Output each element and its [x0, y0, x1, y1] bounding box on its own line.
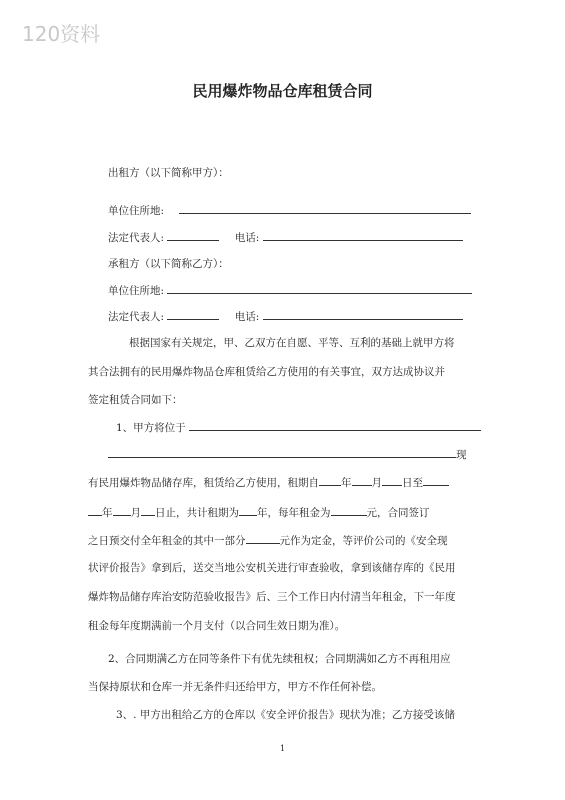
intro-line-1: 根据国家有关规定，甲、乙双方在自愿、平等、互利的基础上就甲方将: [129, 337, 455, 349]
lessee-rep-row: [108, 309, 463, 324]
lessor-address-row: [108, 203, 471, 218]
month-char: 月: [130, 507, 141, 519]
clause2-line-2: 当保持原状和仓库一并无条件归还给甲方，甲方不作任何补偿。: [88, 681, 382, 693]
clause2-line-1: 2、合同期满乙方在同等条件下有优先续租权；合同期满如乙方不再租用应: [108, 653, 451, 665]
clause1-start: 1、甲方将位于: [116, 422, 186, 434]
lease-start-text: 有民用爆炸物品储存库，租赁给乙方使用，租期自: [88, 477, 319, 489]
end-month-field[interactable]: [113, 505, 131, 516]
clause1-line-5: [88, 533, 448, 548]
page-number: 1: [279, 744, 286, 753]
lessor-rep-field[interactable]: [167, 230, 219, 241]
address-label: 单位住所地:: [108, 205, 165, 217]
annual-rent-field[interactable]: [331, 505, 367, 516]
clause3-line-1: 3、. 甲方出租给乙方的仓库以《安全评价报告》现状为准；乙方接受该储: [116, 709, 455, 721]
lessor-heading: 出租方（以下简称甲方）：: [108, 167, 229, 179]
start-year-field[interactable]: [319, 475, 341, 486]
phone-label: 电话:: [234, 232, 260, 244]
xian-char: 现: [456, 449, 467, 461]
lessee-phone-field[interactable]: [263, 309, 463, 320]
start-day-field[interactable]: [382, 475, 402, 486]
watermark: 120资料: [22, 22, 101, 46]
lessor-rep-row: [108, 230, 463, 245]
clause1-line-3: [88, 475, 449, 490]
end-day-field[interactable]: [141, 505, 155, 516]
intro-line-3: 签定租赁合同如下：: [88, 394, 183, 406]
lessee-heading: 承租方（以下简称乙方）：: [108, 258, 229, 270]
end-year-field[interactable]: [423, 475, 449, 486]
clause1-line-8: 租金每年度期满前一个月支付（以合同生效日期为准）。: [88, 620, 346, 632]
deposit-rest-text: 元作为定金，等评价公司的《安全现: [279, 535, 448, 547]
clause1-line-4: [88, 505, 430, 520]
location-field[interactable]: [189, 420, 481, 431]
term-text: 日止，共计租期为: [155, 507, 239, 519]
end-year-field-cont[interactable]: [88, 505, 102, 516]
address-label: 单位住所地:: [108, 285, 165, 297]
clause1-line-1: [116, 420, 481, 435]
phone-label: 电话:: [234, 311, 260, 323]
clause1-line-6: 状评价报告》拿到后，送交当地公安机关进行审查验收，拿到该储存库的《民用: [88, 562, 456, 574]
deposit-field[interactable]: [246, 533, 280, 544]
rep-label: 法定代表人:: [108, 311, 165, 323]
clause1-line-7: 爆炸物品储存库治安防范验收报告》后、三个工作日内付清当年租金，下一年度: [88, 591, 456, 603]
lessee-address-field[interactable]: [167, 283, 472, 294]
lessor-phone-field[interactable]: [263, 230, 463, 241]
start-month-field[interactable]: [352, 475, 372, 486]
term-years-field[interactable]: [239, 505, 257, 516]
rent-text: 年，每年租金为: [257, 507, 331, 519]
page-title: 民用爆炸物品仓库租赁合同: [192, 82, 373, 100]
lessee-rep-field[interactable]: [167, 309, 219, 320]
lessee-address-row: [108, 283, 472, 298]
intro-line-2: 其合法拥有的民用爆炸物品仓库租赁给乙方使用的有关事宜，双方达成协议并: [88, 366, 445, 378]
signing-text: 元，合同签订: [366, 507, 430, 519]
location-field-cont[interactable]: [108, 447, 456, 458]
year-char: 年: [341, 477, 352, 489]
day-to-text: 日至: [402, 477, 423, 489]
month-char: 月: [371, 477, 382, 489]
deposit-text: 之日预交付全年租金的其中一部分: [88, 535, 246, 547]
rep-label: 法定代表人:: [108, 232, 165, 244]
year-char: 年: [102, 507, 113, 519]
lessor-address-field[interactable]: [179, 203, 471, 214]
clause1-line-2: [108, 447, 467, 462]
